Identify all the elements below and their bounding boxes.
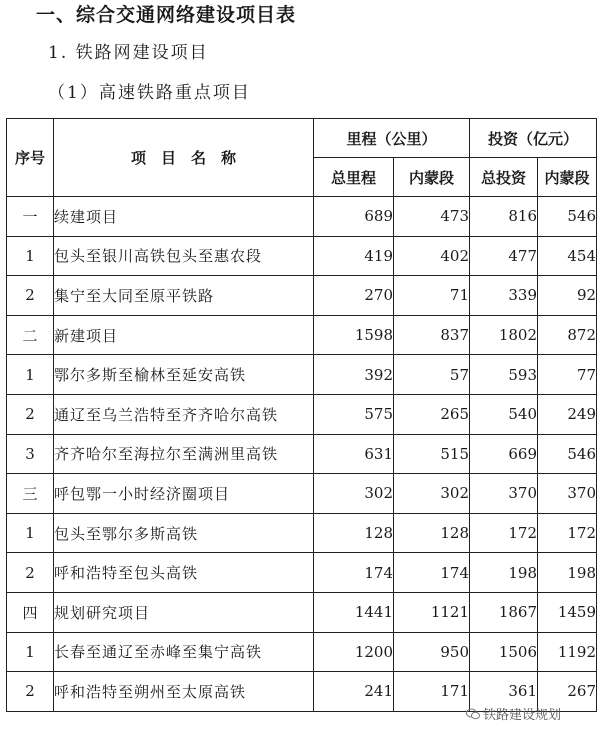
row-total-investment: 370 [470,474,538,514]
table-row [7,315,597,355]
row-total-investment: 669 [470,434,538,474]
row-project-name: 包头至鄂尔多斯高铁 [54,513,314,553]
row-total-investment: 477 [470,236,538,276]
row-project-name: 齐齐哈尔至海拉尔至满洲里高铁 [54,434,314,474]
header-mileage-group: 里程（公里） [314,119,470,158]
row-total-mileage: 1200 [314,632,394,672]
row-total-mileage: 174 [314,553,394,593]
sub-subsection-heading: （1）高速铁路重点项目 [48,83,251,103]
row-project-name: 鄂尔多斯至榆林至延安高铁 [54,355,314,395]
row-project-name: 续建项目 [54,197,314,237]
row-nm-mileage: 171 [394,672,470,712]
row-nm-investment: 1459 [538,592,597,632]
row-total-investment: 1867 [470,592,538,632]
row-total-investment: 593 [470,355,538,395]
header-nm-investment: 内蒙段 [538,158,597,197]
row-nm-mileage: 174 [394,553,470,593]
row-total-investment: 816 [470,197,538,237]
row-index: 1 [7,355,54,395]
row-total-mileage: 270 [314,276,394,316]
row-project-name: 呼和浩特至朔州至太原高铁 [54,672,314,712]
header-name: 项 目 名 称 [54,119,314,197]
row-nm-investment: 77 [538,355,597,395]
row-nm-investment: 172 [538,513,597,553]
row-project-name: 呼包鄂一小时经济圈项目 [54,474,314,514]
row-nm-investment: 198 [538,553,597,593]
row-nm-investment: 267 [538,672,597,712]
section-heading: 一、综合交通网络建设项目表 [36,4,297,26]
row-nm-mileage: 837 [394,315,470,355]
row-total-mileage: 575 [314,394,394,434]
row-nm-investment: 370 [538,474,597,514]
watermark [466,704,561,723]
row-total-investment: 198 [470,553,538,593]
row-index: 2 [7,394,54,434]
row-total-mileage: 241 [314,672,394,712]
row-nm-investment: 546 [538,197,597,237]
header-total-investment: 总投资 [470,158,538,197]
header-investment-group: 投资（亿元） [470,119,597,158]
row-index: 1 [7,513,54,553]
table-row [7,236,597,276]
row-total-mileage: 1441 [314,592,394,632]
row-project-name: 呼和浩特至包头高铁 [54,553,314,593]
row-index: 四 [7,592,54,632]
row-total-mileage: 1598 [314,315,394,355]
table-row [7,592,597,632]
row-nm-mileage: 950 [394,632,470,672]
row-index: 一 [7,197,54,237]
header-total-mileage: 总里程 [314,158,394,197]
row-nm-investment: 1192 [538,632,597,672]
row-nm-mileage: 128 [394,513,470,553]
row-nm-investment: 249 [538,394,597,434]
row-project-name: 集宁至大同至原平铁路 [54,276,314,316]
row-nm-mileage: 1121 [394,592,470,632]
table-row [7,434,597,474]
row-nm-investment: 454 [538,236,597,276]
row-index: 1 [7,632,54,672]
row-total-mileage: 631 [314,434,394,474]
row-project-name: 通辽至乌兰浩特至齐齐哈尔高铁 [54,394,314,434]
row-nm-mileage: 57 [394,355,470,395]
table-row [7,553,597,593]
row-index: 三 [7,474,54,514]
row-total-investment: 1506 [470,632,538,672]
row-total-investment: 1802 [470,315,538,355]
header-index: 序号 [7,119,54,197]
row-index: 1 [7,236,54,276]
table-row [7,474,597,514]
row-project-name: 新建项目 [54,315,314,355]
table-body [7,197,597,712]
row-total-investment: 339 [470,276,538,316]
row-nm-mileage: 515 [394,434,470,474]
watermark-text: 铁路建设规划 [483,708,562,723]
row-nm-mileage: 71 [394,276,470,316]
row-nm-mileage: 265 [394,394,470,434]
table-row [7,632,597,672]
table-row [7,197,597,237]
row-index: 二 [7,315,54,355]
row-total-mileage: 302 [314,474,394,514]
table-row [7,394,597,434]
row-total-mileage: 392 [314,355,394,395]
row-index: 2 [7,672,54,712]
row-nm-investment: 546 [538,434,597,474]
row-index: 3 [7,434,54,474]
row-total-mileage: 689 [314,197,394,237]
row-nm-mileage: 402 [394,236,470,276]
wechat-icon [466,708,480,720]
row-nm-mileage: 302 [394,474,470,514]
row-index: 2 [7,553,54,593]
row-project-name: 长春至通辽至赤峰至集宁高铁 [54,632,314,672]
row-nm-mileage: 473 [394,197,470,237]
row-nm-investment: 92 [538,276,597,316]
row-total-investment: 172 [470,513,538,553]
row-index: 2 [7,276,54,316]
row-total-mileage: 128 [314,513,394,553]
project-table [6,118,597,712]
row-project-name: 规划研究项目 [54,592,314,632]
table-row [7,276,597,316]
table-row [7,513,597,553]
row-total-mileage: 419 [314,236,394,276]
subsection-heading: 1. 铁路网建设项目 [48,43,209,63]
header-nm-mileage: 内蒙段 [394,158,470,197]
row-project-name: 包头至银川高铁包头至惠农段 [54,236,314,276]
row-total-investment: 361 [470,672,538,712]
row-nm-investment: 872 [538,315,597,355]
table-row [7,355,597,395]
row-total-investment: 540 [470,394,538,434]
